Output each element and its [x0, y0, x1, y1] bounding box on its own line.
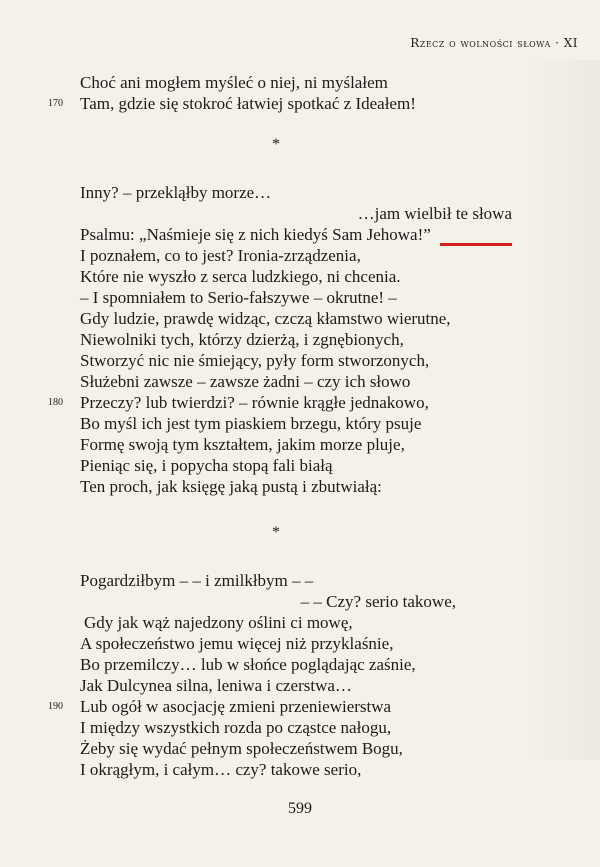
line-number: 170	[48, 98, 63, 109]
verse-line: I okrągłym, i całym… czy? takowe serio,	[80, 760, 362, 779]
verse-line: Tam, gdzie się stokroć łatwiej spotkać z Ideałem!	[80, 94, 416, 113]
verse-line: Przeczy? lub twierdzi? – równie krągłe jednakowo,	[80, 393, 429, 412]
verse-line: – – Czy? serio takowe,	[300, 592, 456, 611]
verse-line: Pieniąc się, i popycha stopą fali białą	[80, 456, 333, 475]
verse-line: Choć ani mogłem myśleć o niej, ni myślałem	[80, 73, 388, 92]
verse-line: …jam wielbił te słowa	[357, 204, 512, 223]
verse-line: Służebni zawsze – zawsze żadni – czy ich słowo	[80, 372, 411, 391]
verse-line: Bo myśl ich jest tym piaskiem brzegu, który psuje	[80, 414, 422, 433]
verse-line: – I spomniałem to Serio-fałszywe – okrutne! –	[80, 288, 397, 307]
verse-line: A społeczeństwo jemu więcej niż przyklaśnie,	[80, 634, 394, 653]
verse-line: Pogardziłbym – – i zmilkłbym – –	[80, 571, 314, 590]
verse-line: Jak Dulcynea silna, leniwa i czerstwa…	[80, 676, 352, 695]
section-star: *	[272, 524, 280, 541]
verse-line: I poznałem, co to jest? Ironia-zrządzenia,	[80, 246, 361, 265]
verse-line: Niewolniki tych, którzy dzierżą, i zgnębionych,	[80, 330, 404, 349]
section-star: *	[272, 136, 280, 153]
verse-line-jehowa: Psalmu: „Naśmieje się z nich kiedyś Sam Jehowa!”	[80, 225, 431, 244]
verse-line: Lub ogół w asocjację zmieni przeniewierstwa	[80, 697, 392, 716]
page-number: 599	[288, 800, 312, 817]
verse-line: I między wszystkich rozda po cząstce nałogu,	[80, 718, 392, 737]
verse-line: Które nie wyszło z serca ludzkiego, ni chcenia.	[80, 267, 401, 286]
verse-line: Stworzyć nic nie śmiejący, pyły form stworzonych,	[80, 351, 430, 370]
running-header: Rzecz o wolności słowa · XI	[410, 36, 578, 50]
verse-line: Inny? – przekląłby morze…	[80, 183, 272, 202]
verse-line: Gdy ludzie, prawdę widząc, czczą kłamstwo wierutne,	[80, 309, 451, 328]
line-number: 180	[48, 397, 63, 408]
verse-line: Bo przemilczy… lub w słońce poglądając zaśnie,	[80, 655, 416, 674]
verse-line: Formę swoją tym kształtem, jakim morze pluje,	[80, 435, 405, 454]
verse-line: Żeby się wydać pełnym społeczeństwem Bogu,	[80, 739, 403, 758]
verse-line: Ten proch, jak księgę jaką pustą i zbutwiałą:	[80, 477, 382, 496]
line-number: 190	[48, 701, 63, 712]
verse-line: Gdy jak wąż najedzony oślini ci mowę,	[84, 613, 353, 632]
